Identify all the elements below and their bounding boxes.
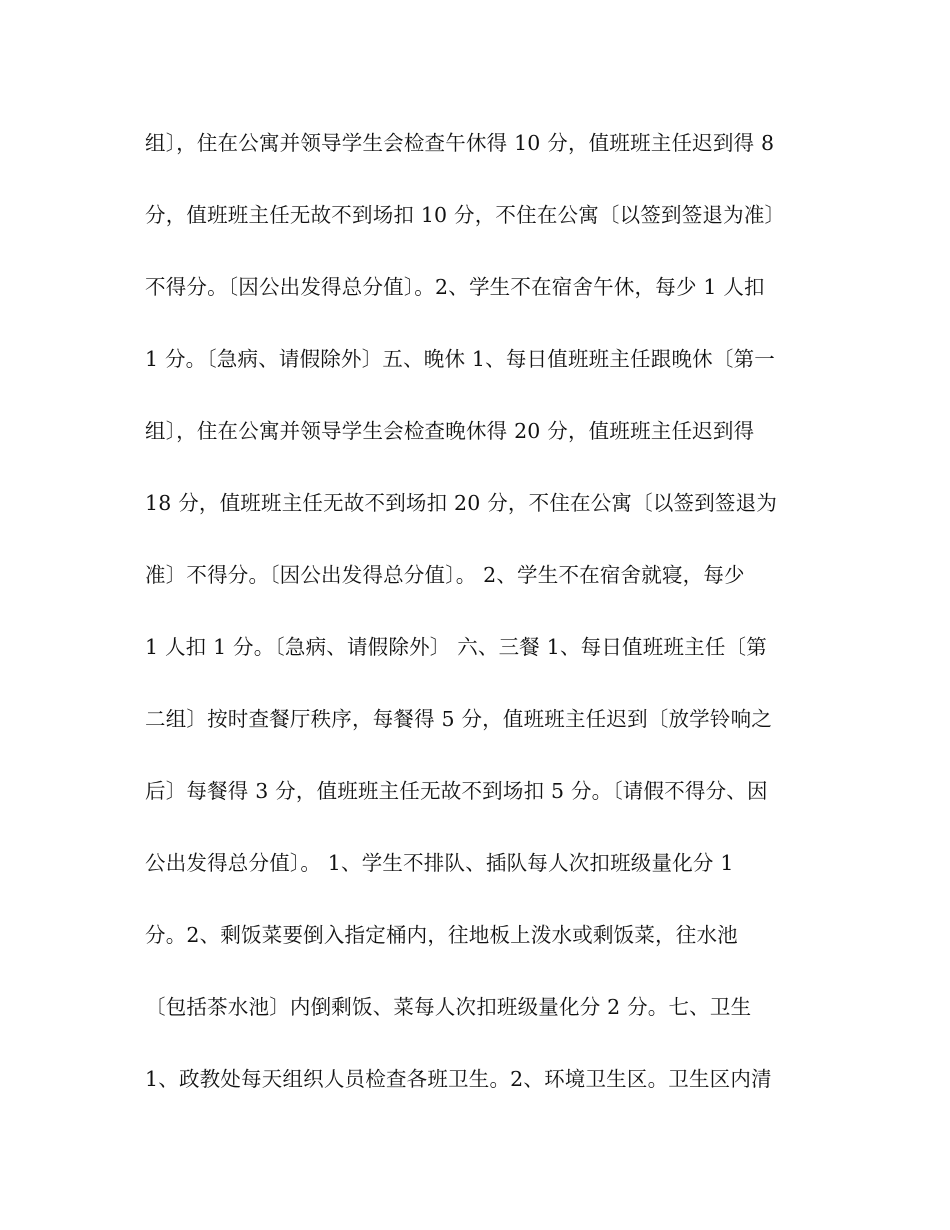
text-line: 二组〕按时查餐厅秩序，每餐得 5 分，值班班主任迟到〔放学铃响之 — [145, 707, 772, 731]
text-line: 后〕每餐得 3 分，值班班主任无故不到场扣 5 分。〔请假不得分、因 — [145, 779, 768, 803]
text-line: 18 分，值班班主任无故不到场扣 20 分，不住在公寓〔以签到签退为 — [145, 491, 778, 515]
text-line: 1、政教处每天组织人员检查各班卫生。2、环境卫生区。卫生区内清 — [145, 1067, 772, 1091]
text-line: 不得分。〔因公出发得总分值〕。2、学生不在宿舍午休，每少 1 人扣 — [145, 275, 765, 299]
text-line: 组〕，住在公寓并领导学生会检查晚休得 20 分，值班班主任迟到得 — [145, 419, 755, 443]
text-line: 1 人扣 1 分。〔急病、请假除外〕 六、三餐 1、每日值班班主任〔第 — [145, 635, 767, 659]
text-line: 1 分。〔急病、请假除外〕五、晚休 1、每日值班班主任跟晚休〔第一 — [145, 347, 775, 371]
text-line: 〔包括茶水池〕内倒剩饭、菜每人次扣班级量化分 2 分。七、卫生 — [145, 995, 752, 1019]
text-line: 公出发得总分值〕。 1、学生不排队、插队每人次扣班级量化分 1 — [145, 851, 734, 875]
body-text — [145, 121, 825, 1129]
text-line: 准〕不得分。〔因公出发得总分值〕。 2、学生不在宿舍就寝，每少 — [145, 563, 745, 587]
text-line: 分，值班班主任无故不到场扣 10 分，不住在公寓〔以签到签退为准〕 — [145, 203, 786, 227]
text-line: 分。2、剩饭菜要倒入指定桶内，往地板上泼水或剩饭菜，往水池 — [145, 923, 738, 947]
text-line: 组〕，住在公寓并领导学生会检查午休得 10 分，值班班主任迟到得 8 — [145, 131, 775, 155]
